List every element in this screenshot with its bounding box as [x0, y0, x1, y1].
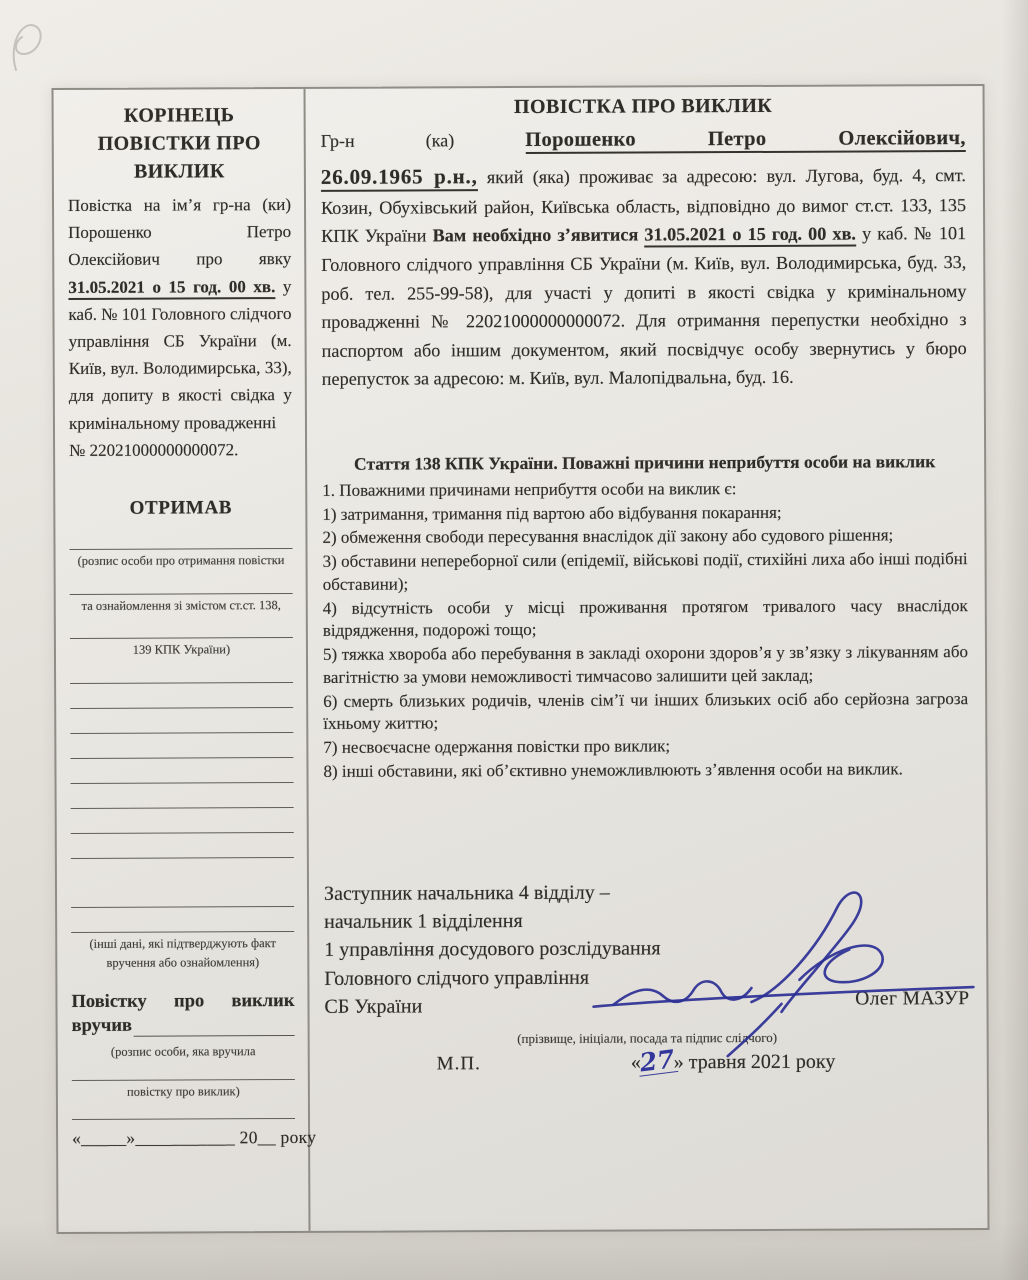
reason-item: 4) відсутність особи у місці проживання протягом тривалого часу внаслідок відрядження, подорожі тощо; [322, 595, 968, 641]
blank-line [70, 758, 293, 784]
stub-title: КОРІНЕЦЬ ПОВІСТКИ ПРО ВИКЛИК [97, 104, 261, 183]
quote-open: « [630, 1051, 641, 1074]
address-text: який (яка) проживає за адресою: вул. Лугова, буд. 4, смт. Козин, Обухівський район, Київська область, відповідно до вимог ст.ст. 133, 135 КПК України [320, 164, 967, 247]
stamp-placeholder: М.П. [436, 1052, 481, 1075]
summons-title: ПОВІСТКА ПРО ВИКЛИК [513, 94, 773, 119]
gr-label: Гр-н [320, 130, 355, 151]
summons-datetime: 31.05.2021 о 15 год. 00 хв. [644, 224, 856, 248]
stub-column [54, 89, 317, 1232]
officer-title-line: начальник 1 відділення [324, 910, 523, 933]
handed-line-2 [72, 1012, 295, 1041]
blank-line [70, 613, 293, 639]
blank-line [72, 1100, 295, 1120]
reason-item: 1. Поважними причинами неприбуття особи на виклик є: [322, 478, 737, 500]
blank-line [71, 882, 294, 908]
handed-word: вручив [71, 1015, 133, 1036]
officer-title-line: 1 управління досудового розслідування [324, 937, 661, 962]
received-heading: ОТРИМАВ [129, 497, 233, 519]
blank-line [72, 1059, 295, 1081]
stub-body [68, 191, 292, 464]
spacer [71, 858, 294, 883]
ka-label: (ка) [425, 130, 455, 151]
reason-item: 7) несвоєчасне одержання повістки про виклик; [323, 736, 671, 758]
blank-line [71, 907, 294, 933]
blank-line [70, 733, 293, 759]
date-of-birth: 26.09.1965 р.н., [321, 164, 478, 192]
officer-block [324, 877, 970, 1022]
summons-body [321, 158, 967, 394]
reason-item: 5) тяжка хвороба або перебування в закладі охорони здоров’я у зв’язку з лікуванням або вагітністю за умови неможливості тимчасово залишити цей заклад; [322, 642, 969, 687]
stub-rest: у каб. № 101 Головного слідчого управління СБ України (м. Київ, вул. Володимирська, 33), для допиту в якості свідка у кримінальному провадженні [68, 276, 292, 433]
blank-line [71, 783, 294, 809]
stub-caption-sign-2: та ознайомлення зі змістом ст.ст. 138, [81, 597, 281, 613]
officer-title-line: СБ України [324, 995, 423, 1019]
reason-item: 3) обставини непереборної сили (епідемії, військові події, стихійні лиха або інші подібні обставини); [322, 549, 968, 594]
handed-by-block [71, 991, 294, 1041]
stub-caption-other-2: вручення або ознайомлення) [106, 955, 260, 971]
handed-line-1: Повістку про виклик [71, 990, 295, 1012]
stub-intro: Повістка на ім’я гр-на (ки) Порошенко Петро Олексійович про явку [67, 194, 292, 270]
issue-date-line [630, 1043, 836, 1078]
summons-column [306, 86, 988, 1231]
article-138-heading: Стаття 138 КПК України. Поважні причини неприбуття особи на виклик [353, 451, 936, 474]
blank-line [70, 708, 293, 734]
officer-name: Олег МАЗУР [855, 987, 970, 1010]
citizen-name: Порошенко Петро Олексійович, [525, 127, 966, 154]
bottom-row [325, 1043, 970, 1078]
pencil-scribble-icon [4, 12, 66, 86]
blank-line [71, 808, 294, 834]
handwritten-day: 27 [638, 1043, 677, 1078]
stub-caption-sign-1: (розпис особи про отримання повістки [77, 552, 285, 568]
summons-document-sheet [52, 84, 990, 1234]
details-text: у каб. № 101 Головного слідчого управління СБ України (м. Київ, вул. Володимирська, буд. 33, роб. тел. 255-99-58), для участі у допиті в якості свідка у кримінальному провадженні № 22021000000000072. Для отримання перепустки необхідно з паспортом або іншим документом, який посвідчує особу звернутись у бюро перепусток за адресою: м. Київ, вул. Малопідвальна, буд. 16. [321, 223, 967, 390]
blank-line [70, 658, 293, 684]
stub-caption-handed-1: (розпис особи, яка вручила [110, 1043, 256, 1059]
issue-date-tail: травня 2021 року [683, 1050, 836, 1073]
officer-caption: (прізвище, ініціали, посада та підпис слідчого) [517, 1029, 778, 1046]
stub-datetime: 31.05.2021 о 15 год. 00 хв. [68, 277, 275, 300]
citizen-name-line [321, 121, 966, 159]
stub-case-number: № 22021000000000072. [69, 439, 239, 460]
stub-caption-sign-3: 139 КПК України) [132, 642, 231, 657]
reason-item: 8) інші обставини, які об’єктивно унеможливлюють з’явлення особи на виклик. [323, 759, 903, 781]
reason-item: 1) затримання, тримання під вартою або відбування покарання; [322, 502, 782, 524]
signature-blank-line [134, 1035, 295, 1037]
must-appear-text: Вам необхідно з’явитися [432, 224, 639, 246]
stub-date-blank: «_____»___________ 20__ року [72, 1126, 317, 1148]
reason-item: 2) обмеження свободи пересування внаслідок дії закону або судового рішення; [322, 525, 894, 548]
blank-line [70, 568, 293, 594]
blank-line [71, 833, 294, 859]
stub-caption-other-1: (інші дані, які підтверджують факт [89, 935, 277, 951]
officer-title-line: Заступник начальника 4 відділу – [323, 881, 610, 905]
blank-line [69, 519, 292, 550]
stub-caption-handed-2: повістку про виклик) [126, 1084, 240, 1100]
reason-item: 6) смерть близьких родичів, членів сім’ї чи інших близьких осіб або серйозна загроза їхньому життю; [323, 688, 969, 734]
quote-close: » [673, 1050, 684, 1073]
blank-line [70, 683, 293, 709]
officer-title-line: Головного слідчого управління [324, 966, 590, 990]
